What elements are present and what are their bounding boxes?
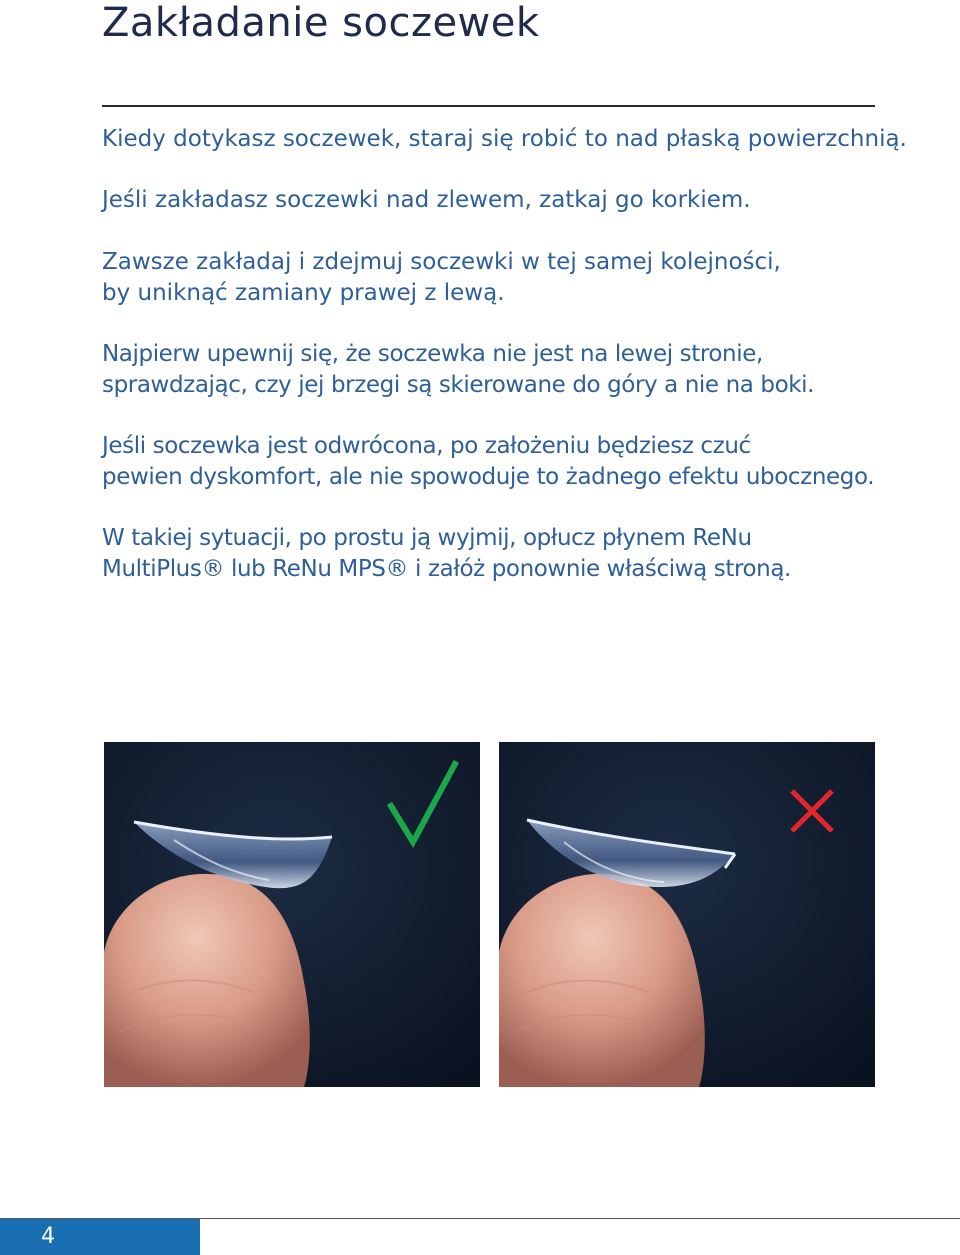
title-divider xyxy=(102,105,875,107)
paragraph-line: Jeśli soczewka jest odwrócona, po założeniu będziesz czuć xyxy=(102,433,751,459)
photo-incorrect-lens xyxy=(499,742,875,1087)
paragraph-1 xyxy=(102,124,907,155)
paragraph-line: Zawsze zakładaj i zdejmuj soczewki w tej samej kolejności, xyxy=(102,249,781,275)
paragraph-line: Kiedy dotykasz soczewek, staraj się robić to nad płaską powierzchnią. xyxy=(102,126,907,152)
paragraph-5 xyxy=(102,431,875,493)
paragraph-line: W takiej sytuacji, po prostu ją wyjmij, opłucz płynem ReNu xyxy=(102,525,752,551)
paragraph-3 xyxy=(102,247,875,309)
paragraph-line: pewien dyskomfort, ale nie spowoduje to żadnego efektu ubocznego. xyxy=(102,464,875,490)
check-mark-icon xyxy=(387,760,459,848)
photo-correct-lens xyxy=(104,742,480,1087)
paragraph-2 xyxy=(102,185,875,216)
paragraph-line: by uniknąć zamiany prawej z lewą. xyxy=(102,280,505,306)
cross-mark-icon xyxy=(788,787,836,835)
paragraph-4 xyxy=(102,339,875,401)
paragraph-line: Jeśli zakładasz soczewki nad zlewem, zatkaj go korkiem. xyxy=(102,187,751,213)
page-number: 4 xyxy=(41,1224,55,1249)
paragraph-line: sprawdzając, czy jej brzegi są skierowane do góry a nie na boki. xyxy=(102,372,815,398)
paragraph-line: MultiPlus® lub ReNu MPS® i załóż ponownie właściwą stroną. xyxy=(102,556,791,582)
paragraph-6 xyxy=(102,523,875,585)
page-title: Zakładanie soczewek xyxy=(102,0,540,46)
paragraph-line: Najpierw upewnij się, że soczewka nie jest na lewej stronie, xyxy=(102,341,763,367)
